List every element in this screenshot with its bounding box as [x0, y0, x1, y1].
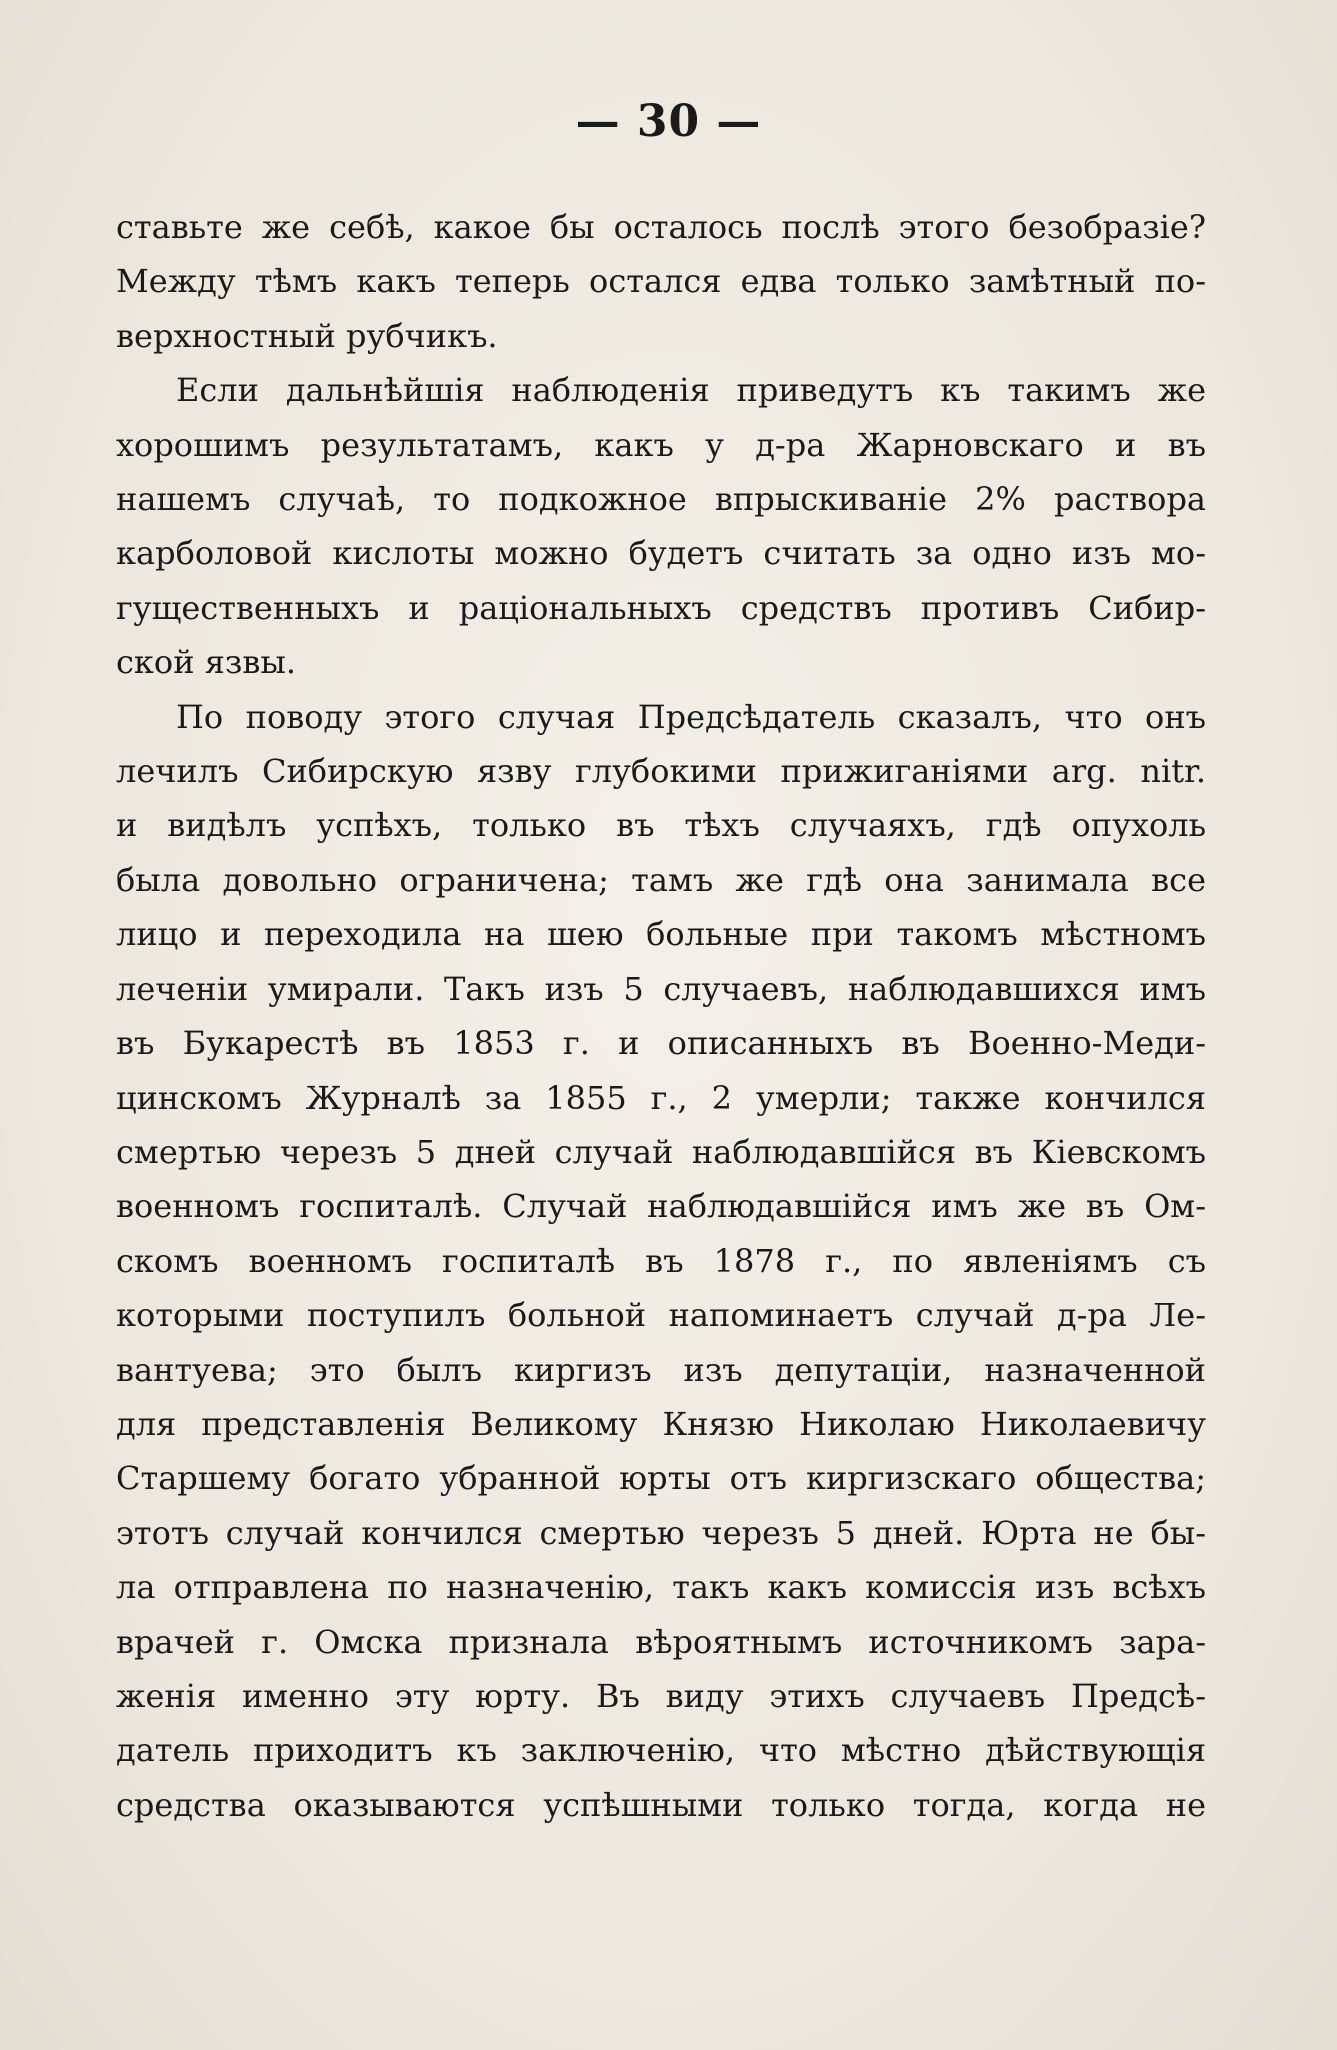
- text-line: была довольно ограничена; тамъ же гдѣ она занимала все: [116, 860, 1206, 899]
- text-line: карболовой кислоты можно будетъ считать за одно изъ мо-: [116, 534, 1206, 573]
- text-line: въ Букарестѣ въ 1853 г. и описанныхъ въ Военно-Меди-: [116, 1024, 1206, 1063]
- text-line: цинскомъ Журналѣ за 1855 г., 2 умерли; также кончился: [116, 1078, 1206, 1117]
- text-line: вантуева; это былъ киргизъ изъ депутаціи, назначенной: [116, 1350, 1206, 1389]
- body-text: [116, 200, 1206, 1832]
- text-line: гущественныхъ и раціональныхъ средствъ противъ Сибир-: [116, 588, 1206, 627]
- text-line: Между тѣмъ какъ теперь остался едва только замѣтный по-: [116, 262, 1206, 301]
- text-line: военномъ госпиталѣ. Случай наблюдавшійся имъ же въ Ом-: [116, 1187, 1206, 1226]
- page-number: — 30 —: [575, 96, 762, 147]
- text-line: нашемъ случаѣ, то подкожное впрыскиваніе 2% раствора: [116, 480, 1206, 519]
- text-line: скомъ военномъ госпиталѣ въ 1878 г., по явленіямъ съ: [116, 1241, 1206, 1280]
- text-line: для представленія Великому Князю Николаю Николаевичу: [116, 1404, 1206, 1443]
- text-line: средства оказываются успѣшными только тогда, когда не: [116, 1785, 1206, 1824]
- text-line: лицо и переходила на шею больные при такомъ мѣстномъ: [116, 915, 1206, 954]
- paragraph: [116, 363, 1206, 689]
- text-line: этотъ случай кончился смертью черезъ 5 дней. Юрта не бы-: [116, 1513, 1206, 1552]
- text-line: смертью черезъ 5 дней случай наблюдавшійся въ Кіевскомъ: [116, 1132, 1206, 1171]
- text-line: верхностный рубчикъ.: [116, 316, 498, 355]
- text-line: леченіи умирали. Такъ изъ 5 случаевъ, наблюдавшихся имъ: [116, 969, 1206, 1008]
- text-line: и видѣлъ успѣхъ, только въ тѣхъ случаяхъ, гдѣ опухоль: [116, 806, 1206, 845]
- text-line: датель приходитъ къ заключенію, что мѣстно дѣйствующія: [116, 1731, 1206, 1770]
- text-line: женія именно эту юрту. Въ виду этихъ случаевъ Предсѣ-: [116, 1676, 1206, 1715]
- text-line: Старшему богато убранной юрты отъ киргизскаго общества;: [116, 1459, 1206, 1498]
- text-line: ла отправлена по назначенію, такъ какъ комиссія изъ всѣхъ: [116, 1568, 1206, 1607]
- text-line: врачей г. Омска признала вѣроятнымъ источникомъ зара-: [116, 1622, 1206, 1661]
- text-line: которыми поступилъ больной напоминаетъ случай д-ра Ле-: [116, 1296, 1206, 1335]
- text-line: ской язвы.: [116, 643, 296, 682]
- text-line: хорошимъ результатамъ, какъ у д-ра Жарновскаго и въ: [116, 425, 1206, 464]
- text-line: лечилъ Сибирскую язву глубокими прижиганіями arg. nitr.: [116, 752, 1206, 791]
- paragraph: [116, 690, 1206, 1833]
- text-line: ставьте же себѣ, какое бы осталось послѣ этого безобразіе?: [116, 208, 1206, 246]
- text-line: По поводу этого случая Предсѣдатель сказалъ, что онъ: [176, 697, 1206, 736]
- paragraph: [116, 200, 1206, 363]
- text-line: Если дальнѣйшія наблюденія приведутъ къ такимъ же: [176, 371, 1206, 410]
